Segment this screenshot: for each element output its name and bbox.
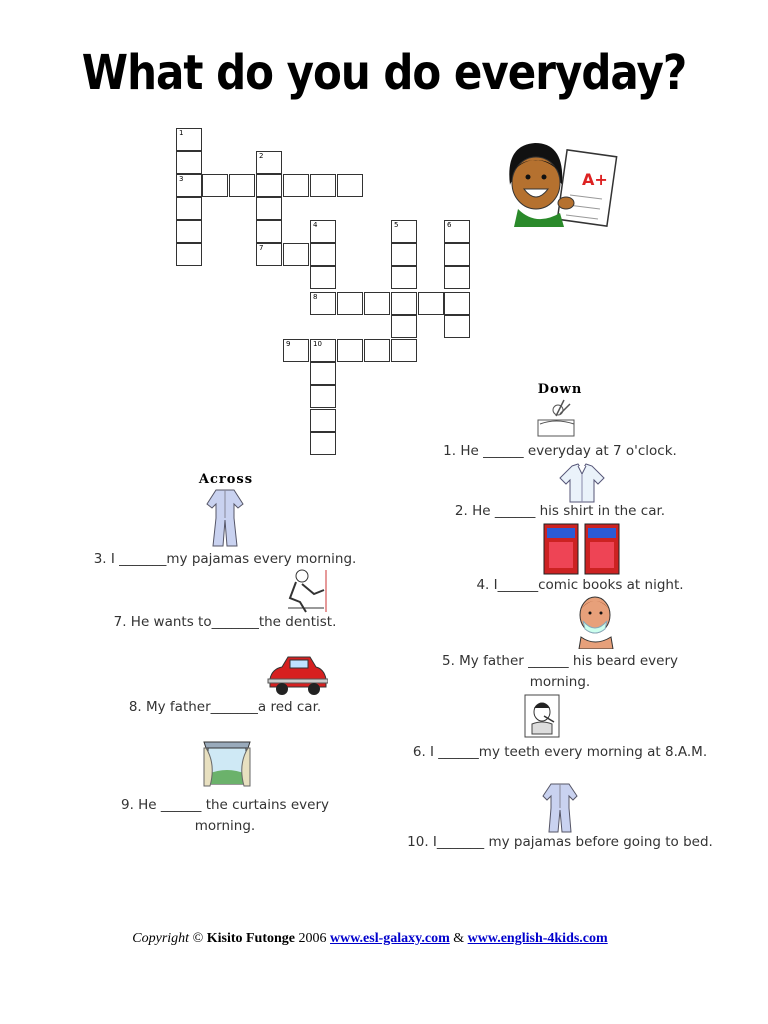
across-heading: Across bbox=[198, 472, 254, 487]
author-name: Kisito Futonge bbox=[206, 931, 295, 946]
red-car-icon bbox=[266, 653, 328, 697]
grade-badge: A+ bbox=[582, 170, 608, 189]
waking-up-icon bbox=[536, 396, 576, 440]
grid-cell[interactable] bbox=[176, 197, 202, 220]
grid-cell[interactable] bbox=[444, 292, 470, 315]
down-clue-6: 6. I ______my teeth every morning at 8.A.M. bbox=[412, 744, 708, 760]
grid-cell[interactable] bbox=[202, 174, 228, 197]
across-clue-7: 7. He wants to_______the dentist. bbox=[113, 614, 337, 630]
grid-cell[interactable] bbox=[310, 409, 336, 432]
clue-number: 1 bbox=[179, 129, 184, 137]
pajamas-icon bbox=[205, 488, 245, 548]
down-clue-4: 4. I______comic books at night. bbox=[476, 577, 684, 593]
clue-number: 4 bbox=[313, 221, 318, 229]
grid-cell[interactable] bbox=[283, 339, 309, 362]
grid-cell[interactable] bbox=[310, 292, 336, 315]
clue-number: 6 bbox=[447, 221, 452, 229]
copyright-year: 2006 bbox=[298, 931, 327, 946]
girl-with-test-icon bbox=[500, 135, 620, 230]
grid-cell[interactable] bbox=[229, 174, 255, 197]
down-clue-10: 10. I_______ my pajamas before going to bed. bbox=[407, 834, 713, 850]
clue-number: 8 bbox=[313, 293, 318, 301]
shaving-man-icon bbox=[575, 593, 617, 649]
grid-cell[interactable] bbox=[256, 243, 282, 266]
shirt-icon bbox=[558, 462, 606, 504]
esl-galaxy-link[interactable]: www.esl-galaxy.com bbox=[330, 931, 450, 946]
grid-cell[interactable] bbox=[444, 266, 470, 289]
grid-cell[interactable] bbox=[444, 315, 470, 338]
grid-cell[interactable] bbox=[310, 266, 336, 289]
grid-cell[interactable] bbox=[364, 339, 390, 362]
grid-cell[interactable] bbox=[337, 292, 363, 315]
footer bbox=[0, 931, 740, 947]
grid-cell[interactable] bbox=[310, 362, 336, 385]
grid-cell[interactable] bbox=[310, 174, 336, 197]
grid-cell[interactable] bbox=[176, 151, 202, 174]
down-clue-2: 2. He ______ his shirt in the car. bbox=[454, 503, 666, 519]
curtains-icon bbox=[202, 738, 252, 790]
across-clue-3: 3. I _______my pajamas every morning. bbox=[93, 551, 357, 567]
grid-cell[interactable] bbox=[176, 243, 202, 266]
grid-cell[interactable] bbox=[310, 385, 336, 408]
grid-cell[interactable] bbox=[337, 339, 363, 362]
grid-cell[interactable] bbox=[256, 174, 282, 197]
grid-cell[interactable] bbox=[310, 339, 336, 362]
grid-cell[interactable] bbox=[310, 220, 336, 243]
grid-cell[interactable] bbox=[444, 220, 470, 243]
comic-books-icon bbox=[543, 522, 623, 576]
grid-cell[interactable] bbox=[256, 220, 282, 243]
across-clue-9: 9. He ______ the curtains every morning. bbox=[120, 797, 330, 834]
grid-cell[interactable] bbox=[391, 220, 417, 243]
grid-cell[interactable] bbox=[418, 292, 444, 315]
clue-number: 10 bbox=[313, 340, 322, 348]
grid-cell[interactable] bbox=[391, 339, 417, 362]
grid-cell[interactable] bbox=[444, 243, 470, 266]
grid-cell[interactable] bbox=[310, 243, 336, 266]
copyright-symbol: © bbox=[192, 931, 204, 946]
grid-cell[interactable] bbox=[256, 151, 282, 174]
grid-cell[interactable] bbox=[364, 292, 390, 315]
brushing-teeth-icon bbox=[524, 694, 560, 738]
clue-number: 9 bbox=[286, 340, 291, 348]
grid-cell[interactable] bbox=[256, 197, 282, 220]
down-clue-5: 5. My father ______ his beard every morning. bbox=[441, 653, 678, 690]
grid-cell[interactable] bbox=[391, 292, 417, 315]
grid-cell[interactable] bbox=[283, 174, 309, 197]
grid-cell[interactable] bbox=[310, 432, 336, 455]
grid-cell[interactable] bbox=[391, 243, 417, 266]
clue-number: 7 bbox=[259, 244, 264, 252]
grid-cell[interactable] bbox=[176, 128, 202, 151]
grid-cell[interactable] bbox=[283, 243, 309, 266]
copyright-word: Copyright bbox=[132, 931, 190, 946]
ampersand: & bbox=[453, 931, 465, 946]
clue-number: 2 bbox=[259, 152, 264, 160]
kneeling-child-icon bbox=[284, 568, 330, 614]
grid-cell[interactable] bbox=[391, 266, 417, 289]
across-clue-8: 8. My father_______a red car. bbox=[128, 699, 322, 715]
english-4kids-link[interactable]: www.english-4kids.com bbox=[467, 931, 608, 946]
page-title: What do you do everyday? bbox=[81, 44, 687, 101]
clue-number: 3 bbox=[179, 175, 184, 183]
down-heading: Down bbox=[537, 382, 583, 397]
grid-cell[interactable] bbox=[337, 174, 363, 197]
grid-cell[interactable] bbox=[176, 220, 202, 243]
grid-cell[interactable] bbox=[176, 174, 202, 197]
down-clue-1: 1. He ______ everyday at 7 o'clock. bbox=[443, 443, 677, 459]
pajamas-icon bbox=[541, 782, 579, 834]
grid-cell[interactable] bbox=[391, 315, 417, 338]
clue-number: 5 bbox=[394, 221, 399, 229]
